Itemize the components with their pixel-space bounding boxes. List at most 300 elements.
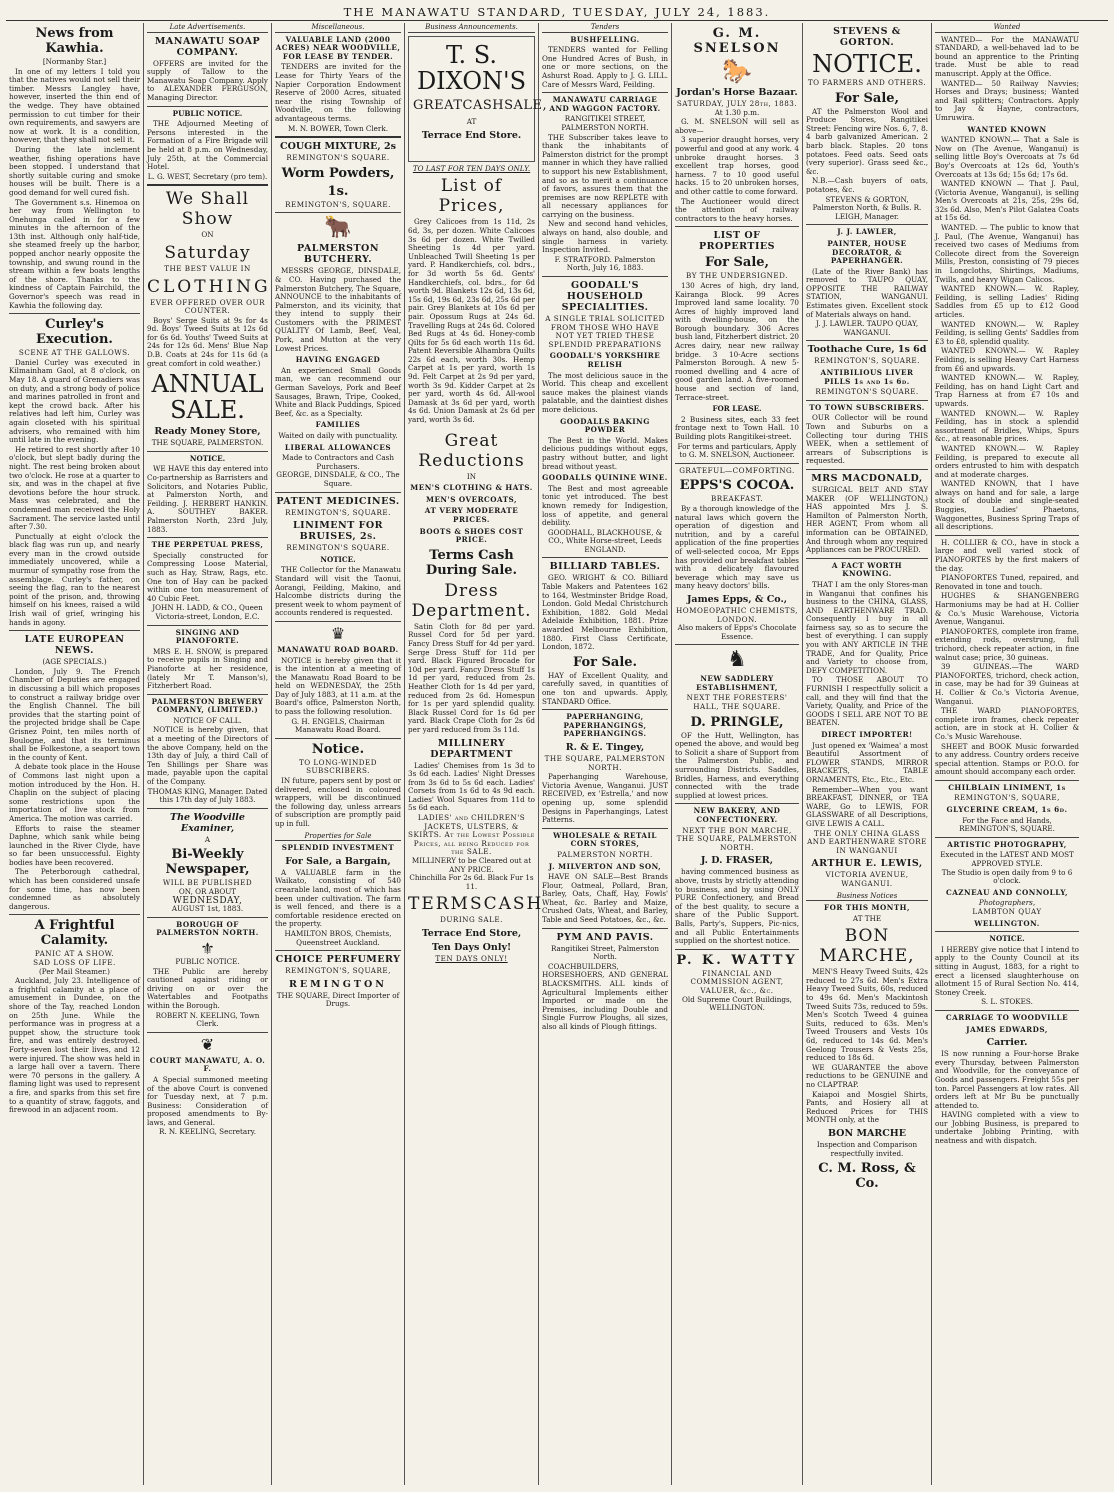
wanted-known-9: WANTED KNOWN.— W. Rapley Feilding, is prepared to execute all orders entrusted to him with despatch and at moderate charges. <box>935 443 1079 479</box>
guarantee-body: WE GUARANTEE the above reductions to be GENUINE and no CLAPTRAP. <box>806 1062 928 1089</box>
hay-for-sale-title: For Sale. <box>572 654 638 670</box>
divider <box>806 558 928 559</box>
liniment: LINIMENT FOR BRUISES, 2s. <box>293 520 383 543</box>
ten-days-only: Ten Days Only! <box>431 942 512 953</box>
dress-department: Dress Department. <box>411 580 532 621</box>
great-reductions: Great Reductions <box>418 430 525 471</box>
bull-icon: 🐂 <box>324 215 352 241</box>
horses-list: 3 superior draught horses, very powerful and good at any work. 4 unbroke draught horses. 3 excellent trap horses, good harness. 7 to 10 good useful hacks. 15 to 20 unbroken horses, and other cattle to come forward. <box>675 135 799 196</box>
carriage-factory-title: MANAWATU CARRIAGE AND WAGGON FACTORY. <box>549 95 661 113</box>
divider <box>675 803 799 804</box>
clothing-ad-line-2: ON <box>201 230 214 240</box>
bon-marche-2: BON MARCHE <box>827 1127 907 1139</box>
soap-company-body: OFFERS are invited for the supply of Tallow to the Manawatu Soap Company. Apply to ALEXANDER FERGUSON, Managing Director. <box>147 58 268 102</box>
lease-body: 2 Business sites, each 33 feet frontage next to Town Hall. 10 Building plots Rangitikei-street. <box>675 414 799 441</box>
stokes-signature: S. L. STOKES. <box>981 997 1033 1007</box>
notice-heading: NOTICE. <box>812 50 922 78</box>
stevens-signature: STEVENS & GORTON, Palmerston North, & Bulls. R. LEIGH, Manager. <box>812 194 922 221</box>
section-header: Wanted <box>935 23 1079 33</box>
cash-buyers: N.B.—Cash buyers of oats, potatoes, &c. <box>806 176 928 194</box>
woodville-examiner: The Woodville Examiner, <box>170 811 245 834</box>
divider <box>9 313 140 314</box>
column-1 <box>6 23 144 1485</box>
divider <box>275 950 401 951</box>
soap-company-title: MANAWATU SOAP COMPANY. <box>154 35 261 58</box>
publish-line-1: WILL BE PUBLISHED <box>162 878 253 888</box>
divider <box>9 914 140 915</box>
dress-list: Satin Cloth for 8d per yard. Russel Cord for 5d per yard. Fancy Dress Stuff for 4d per yard. Serge Dress Stuff for 11d per yard. Black Figured Brocade for 10d per yard. Fancy Dress Stuff 1s 1d per yard, reduced from 2s. Heather Cloth for 1s 4d per yard, reduced from 2s 6d. Homespun for 1s per yard splendid quality. Black Russel Cord for 1s 6d per yard. Black Crape Cloth for 2s 6d per yard reduced from 3s 11d. <box>408 621 535 734</box>
worm-powders: Worm Powders, <box>281 165 395 181</box>
price-list-heading: List of Prices, <box>438 176 505 217</box>
curley-para-2: He retired to rest shortly after 10 o'clock, but slept badly during the night. The rest being broken about two o'clock. He rose at a quarter to six, and was in the chapel at five devotions before the hour struck. Mass was celebrated, and the condemned man received the Holy Sacrament. The service lasted until after 7.30. <box>9 444 140 532</box>
pringle-body: OF the Hutt, Wellington, has opened the above, and would beg to Solicit a share of Support from the Palmerston Public, and surrounding Districts. Saddles, Bridles, Harness, and everything connected with the trade supplied at lowest prices. <box>675 730 799 800</box>
millinery-clearance: MILLINERY to be Cleared out at ANY PRICE. <box>411 856 532 874</box>
bargain-body: A VALUABLE farm in the Waikato, consisting of 540 crearable land, most of which has been under cultivation. The farm is well fenced, and there is a comfortable residence erected on the property. <box>275 867 401 929</box>
relish-title: GOODALL'S YORKSHIRE RELISH <box>549 351 661 369</box>
jobbing-printing: HAVING completed with a view to our Jobbing Business, is prepared to undertake Jobbing Printing, with neatness and with dispatch. <box>935 1110 1079 1146</box>
terms-cash: Terms Cash During Sale. <box>425 547 518 578</box>
masthead: THE MANAWATU STANDARD, TUESDAY, JULY 24, 1883. <box>6 4 1108 21</box>
divider <box>675 644 799 645</box>
moderate-prices: AT VERY MODERATE PRICES. <box>424 506 519 524</box>
column-8 <box>932 23 1082 1485</box>
cough-mixture: COUGH MIXTURE, 2s <box>280 141 396 153</box>
watty-address: Old Supreme Court Buildings, WELLINGTON. <box>682 994 792 1013</box>
divider <box>147 537 268 538</box>
pym-pavis-name: PYM AND PAVIS. <box>556 931 654 943</box>
divider <box>935 780 1079 781</box>
court-title: COURT MANAWATU, A. O. F. <box>149 1055 266 1074</box>
curley-para-1: Daniel Curley was executed in Kilmainham Gaol, at 8 o'clock, on May 18. A guard of Grenadiers was on duty, and a strong body of police and marines patrolled in front and kept the crowd back. After his relatives had left him, Curley was again closeted with his spiritual advisers, who remained with him until late in the evening. <box>9 357 140 445</box>
sheet-music: SHEET and BOOK Music forwarded to any address. Country orders receive special attention. Stamps or P.O.O. for amount should accompany each order. <box>935 741 1079 777</box>
clothing-ad-line-6: EVER OFFERED OVER OUR COUNTER. <box>150 297 265 316</box>
during-sale: DURING SALE. <box>440 915 503 925</box>
town-subscribers-title: TO TOWN SUBSCRIBERS. <box>809 402 925 412</box>
divider <box>806 340 928 341</box>
billiard-title: BILLIARD TABLES. <box>549 561 661 573</box>
properties-list-title: LIST OF PROPERTIES <box>698 230 776 253</box>
column-5 <box>539 23 672 1485</box>
at-word: AT <box>466 117 477 127</box>
baking-powder-title: GOODALLS BAKING POWDER <box>560 416 650 435</box>
tingey-address: THE SQUARE, PALMERSTON NORTH. <box>544 753 666 772</box>
sale-time: At 1.30 p.m. <box>714 107 760 117</box>
collector-notice-body: THE Collector for the Manawatu Standard will visit the Taonui, Aorangi, Feilding, Makino, and Halcombe districts during the present week to whom payment of accounts rendered is requested. <box>275 565 401 618</box>
divider <box>275 136 401 138</box>
watty-title: FINANCIAL AND COMMISSION AGENT, VALUER, &c., &c. <box>690 968 784 995</box>
fire-brigade-body: THE Adjourned Meeting of Persons interested in the Formation of a Fire Brigade will be held at 8 p.m. on Wednesday, July 25th, at the Commercial Hotel. <box>147 119 268 172</box>
pringle-name: D. PRINGLE, <box>690 714 784 730</box>
coat-of-arms-icon: ⚜ <box>200 938 215 958</box>
terrace-end-store: Terrace End Store. <box>421 129 522 141</box>
snelson-name: G. M. SNELSON <box>693 26 781 56</box>
lewis-name: ARTHUR E. LEWIS, <box>811 858 923 870</box>
divider <box>542 92 668 93</box>
calamity-para-1: Auckland, July 23. Intelligence of a frightful calamity at a place of amusement in Dundee, on the shore of the Tay, reached London on 25th June. While the performance was in progress at a puppet show, the structure took fire, and was entirely destroyed. Forty-seven lost their lives, and 12 were injured. The show was held in a large hall over a tavern. There were 70 persons in the gallery. A flaming light was used to represent a fire, and sparks from this set fire to a quantity of straw, faggots, and firewood in an adjacent room. <box>9 976 140 1115</box>
divider <box>147 1032 268 1033</box>
wanted-known-5: WANTED KNOWN.— W. Rapley Feilding, is selling Gents' Saddles from £3 to £8, splendid quality. <box>935 319 1079 346</box>
divider <box>147 808 268 809</box>
european-news-sub: (AGE SPECIALS.) <box>42 657 107 667</box>
stevens-gorton-name: STEVENS & GORTON. <box>833 26 901 48</box>
perpetual-press-title: THE PERPETUAL PRESS, <box>151 540 264 550</box>
singing-title: SINGING AND PIANOFORTE. <box>175 627 240 646</box>
butchery-signature: GEORGE, DINSDALE, & CO., The Square. <box>276 470 400 488</box>
chinchilla-line: Chinchilla For 2s 6d. Black Fur 1s 11. <box>409 873 534 891</box>
bon-marche-body: MEN'S Heavy Tweed Suits, 42s reduced to 27s 6d. Men's Extra Heavy Tweed Suits, 60s, reduced to 49s 6d. Men's Mackintosh Tweed Suits 73s, reduced to 59s. Men's Scotch Tweed 4 guinea Suits, reduced to 63s. Men's Tweed Trousers and Vests 10s 6d, reduced to 14s 6d. Men's Geelong Trousers & Vests 25s, reduced to 18s 6d. <box>806 967 928 1063</box>
ross-name: C. M. Ross, & Co. <box>818 1161 916 1192</box>
tingey-body: Paperhanging Warehouse, Victoria Avenue, Wanganui. JUST RECEIVED, ex 'Estrella,' and now opening up, some splendid Designs in Paperhangings, Latest Patterns. <box>542 772 668 825</box>
bon-marche-heading: BON MARCHE, <box>819 926 915 967</box>
divider <box>542 828 668 829</box>
divider <box>9 630 140 631</box>
clothing-ad-line-4: THE BEST VALUE IN <box>164 263 251 273</box>
jordan-bazaar: Jordan's Horse Bazaar. <box>676 87 798 98</box>
divider <box>542 276 668 277</box>
ready-money-store: Ready Money Store, <box>154 426 261 438</box>
clothing-ad-line-1: We Shall Show <box>165 189 250 230</box>
divider <box>675 949 799 950</box>
relish-body: The most delicious sauce in the World. This cheap and excellent sauce makes the plainest viands palatable, and the daintiest dishes more delicious. <box>542 370 668 414</box>
great-word: GREAT <box>413 97 463 113</box>
perpetual-press-body: Specially constructed for Compressing Loose Material, such as Hay, Straw, Rags, etc. One ton of Hay can be packed within one ton measurement of 40 Cubic Feet. <box>147 550 268 603</box>
borough-subtitle: PUBLIC NOTICE. <box>175 956 240 966</box>
lewis-address: VICTORIA AVENUE, WANGANUI. <box>825 870 909 888</box>
borough-title: BOROUGH OF PALMERSTON NORTH. <box>156 919 259 938</box>
at-the: AT THE <box>852 913 882 923</box>
for-sale-heading: For Sale, <box>834 90 900 106</box>
carriage-factory-body-2: New and second hand vehicles, always on hand, also double, and single harness in variety. Inspection Invited. <box>542 219 668 255</box>
corn-stores-address: PALMERSTON NORTH. <box>557 849 653 859</box>
divider <box>275 621 401 622</box>
artistic-photography: ARTISTIC PHOTOGRAPHY, <box>947 839 1067 849</box>
pym-pavis-address: Rangitikei Street, Palmerston North. <box>550 943 660 962</box>
epps-body: By a thorough knowledge of the natural laws which govern the operation of digestion and nutrition, and by a careful application of the fine properties of well-selected cocoa, Mr Epps has provided our breakfast tables with a delicately flavoured beverage which may save us many heavy doctors' bills. <box>675 503 799 591</box>
chocolate-essence: Also makers of Epps's Chocolate Essence. <box>677 623 797 641</box>
lease-heading: FOR LEASE. <box>712 404 762 414</box>
carriage-factory-signature: F. STRATFORD. Palmerston North, July 16, 1883. <box>554 254 656 273</box>
remember-body: Remember—When you want BREAKFAST, DINNER, or TEA WARE, Go to LEWIS, FOR GLASSWARE of all Descriptions, GIVE LEWIS A CALL. <box>806 784 928 828</box>
pym-pavis-body: COACHBUILDERS, HORSESHOERS, AND GENERAL BLACKSMITHS. ALL kinds of Agricultural Implements either Imported or made on the Premises, including Double and Single Furrow Ploughs, all sizes, also all kinds of Plough fittings. <box>542 961 668 1031</box>
divider <box>806 469 928 470</box>
cough-mixture-sub: REMINGTON'S SQUARE. <box>286 153 390 163</box>
kawhia-para-2: During the late inclement weather, fishing operations have been stopped. I understand that shortly suitable curing and smoke houses will be built. There is a good demand for well cured fish. <box>9 144 140 197</box>
european-para-2: A debate took place in the House of Commons last night upon a motion introduced by the Hon. H. Chaplin on the subject of placing some restrictions upon the importation of live stock from America. The motion was carried. <box>9 762 140 823</box>
column-7 <box>803 23 932 1485</box>
clothing-ad-line-5: CLOTHING <box>147 276 271 297</box>
thirty-nine-guineas: 39 GUINEAS.—The WARD PIANOFORTES, trichord, check action, in case, may be had for 39 Guineas at H. Collier & Co.'s Victoria Avenue, Wanganui. <box>935 662 1079 706</box>
court-body: A Special summoned meeting of the above Court is convened for Tuesday next, at 7 p.m. Business: Consideration of proposed amendments to By-laws, and General. <box>147 1074 268 1127</box>
glycerine-cream: GLYCERINE CREAM, 1s 6d. <box>946 805 1068 815</box>
engaged-heading: HAVING ENGAGED <box>295 355 381 365</box>
watty-name: P. K. WATTY <box>676 952 798 968</box>
hay-for-sale-body: HAY of Excellent Quality, and carefully saved, in quantities of one ton and upwards. Apply, STANDARD Office. <box>542 670 668 706</box>
lawler-name: J. J. LAWLER, <box>837 227 897 237</box>
remington-sub: THE SQUARE, Direct Importer of Drugs. <box>276 990 400 1009</box>
subscribers-notice-title: Notice. <box>311 741 365 757</box>
macdonald-name: MRS MACDONALD, <box>811 472 923 484</box>
quinine-title: GOODALLS QUININE WINE. <box>542 473 668 483</box>
terrace-end-store-2: Terrace End Store, <box>421 928 522 939</box>
chilblain-sub: REMINGTON'S, SQUARE, <box>954 793 1060 803</box>
worm-powders-sub: REMINGTON'S, SQUARE. <box>285 199 391 209</box>
road-board-signature: G. H. ENGELS, Chairman Manawatu Road Board. <box>291 716 385 735</box>
farmers-line: TO FARMERS AND OTHERS. <box>807 78 927 87</box>
price-list-body: Grey Calicoes from 1s 11d, 2s 6d, 3s, per dozen. White Calicoes 3s 6d per dozen. White Twilled Sheeting 1s 4d per yard. Unbleached Twill Sheeting 1s per yard. P. Handkerchiefs, col. bdrs., for 3d worth 5s 6d. Gents' Handkerchiefs, col. bdrs., for 6d worth 9d. Blankets 12s 6d, 13s 6d, 15s 6d, 19s 6d, 23s 6d, 25s 6d per pair. Grey Blankets at 10s 6d per pair. Opossum Rugs at 24s 6d. Travelling Rugs at 24s 6d. Colored Bed Rugs at 4s 6d. Honey-comb Qilts for 5s 6d each worth 11s 6d. Patent Reversible Alhambra Quilts 22s 6d each, worth 30s. Hemp Carpet at 1s per yard, worth 1s 9d. Felt Carpet at 2s 9d per yard, worth 3s 9d. Kidder Carpet at 2s per yard, worth 4s 6d. All-wool Damask at 3s 6d per yard, worth 4s 6d. Union Damask at 2s 6d per yard, worth 3s 6d. <box>408 217 535 425</box>
land-lease-body: TENDERS are invited for the Lease for Thirty Years of the Napier Corporation Endowment Reserve of 2000 Acres, situated near the rising Township of Woodville, on the following advantageous terms. <box>275 62 401 123</box>
column-2 <box>144 23 272 1485</box>
kaiapoi-body: Kaiapoi and Mosgiel Shirts, Pants, and Hosiery all at Reduced Prices for THIS MONTH only, at the <box>806 1089 928 1125</box>
divider <box>935 837 1079 838</box>
wanted-known-heading: WANTED KNOWN <box>967 124 1047 134</box>
royal-arms-icon: ♛ <box>330 623 346 643</box>
properties-by: BY THE UNDERSIGNED. <box>686 271 788 281</box>
carriage-woodville: CARRIAGE TO WOODVILLE <box>945 1012 1069 1022</box>
town-subscribers-body: OUR Collector will be round Town and Suburbs on a Collecting tour during THIS WEEK, when a settlement of arrears of Subscriptions is requested. <box>806 413 928 466</box>
inspection-line: Inspection and Comparison respectfully invited. <box>816 1139 918 1158</box>
divider <box>542 557 668 558</box>
mens-overcoats: MEN'S OVERCOATS, <box>425 494 517 504</box>
ward-pianofortes: THE WARD PIANOFORTES, complete iron frames, check repeater action, are in stock at H. Collier & Co.'s Music Warehouse. <box>935 706 1079 741</box>
perfumery-sub: REMINGTON'S, SQUARE, <box>285 966 391 976</box>
partnership-notice-body: WE HAVE this day entered into Co-partnership as Barristers and Solicitors, and Notaries Public, at Palmerston North, and Feilding. J. HERBERT HANKIN. A. SOUTHEY BAKER. Palmerston North, 23rd July, 1883. <box>147 464 268 534</box>
publish-line-2: ON, OR ABOUT <box>178 887 237 896</box>
divider <box>147 917 268 918</box>
wanted-known-6: WANTED KNOWN.— W. Rapley Feilding, is selling Heavy Cart Harness from £6 and upwards. <box>935 346 1079 373</box>
carrier-body: IS now running a Four-horse Brake every Thursday, between Palmerston and Woodville, for the conveyance of Goods and passengers. Freight 55s per ton. Parcel Passengers at low rates. All orders left at Mr Bu be punctually attended to. <box>935 1049 1079 1110</box>
goodall-signature: GOODHALL, BLACKHOUSE, & CO., White Horse-street, Leeds ENGLAND. <box>547 527 663 554</box>
allowances-body: Made to Contractors and Cash Purchasers. <box>282 453 394 471</box>
chilblain-liniment: CHILBLAIN LINIMENT, 1s <box>948 782 1066 792</box>
patent-medicines-sub: REMINGTON'S, SQUARE. <box>285 507 391 517</box>
kawhia-headline: News from Kawhia. <box>35 26 114 56</box>
biweekly-newspaper: Bi-Weekly Newspaper, <box>165 847 250 878</box>
brewery-body: NOTICE is hereby given, that at a meeting of the Directors of the above Company, held on the 13th day of July, a third Call of Ten Shillings per Share was made, payable upon the capital of the Company. <box>147 725 268 787</box>
saddle-icon: ♞ <box>727 647 747 673</box>
saddlery-address: NEXT THE FORESTERS' HALL, THE SQUARE. <box>686 693 788 712</box>
toothache-cure: Toothache Cure, 1s 6d <box>807 344 927 356</box>
european-para-3: Efforts to raise the steamer Daphne, which sank while being launched in the River Clyde, have so far been unsuccessful. Eighty bodies have been recovered. <box>9 823 140 867</box>
dixon-advert <box>408 36 548 162</box>
fire-brigade-signature: L. G. WEST, Secretary (pro tem). <box>147 171 268 181</box>
patent-medicines: PATENT MEDICINES. <box>276 495 400 507</box>
fact-title: A FACT WORTH KNOWING. <box>831 560 903 579</box>
glycerine-sub: For the Face and Hands, REMINGTON'S, SQUARE. <box>959 815 1055 834</box>
examiner-a: A <box>204 834 211 844</box>
photographers-label: Photographers, <box>978 898 1036 908</box>
tingey-name: R. & E. Tingey, <box>565 741 645 753</box>
bushfelling-body: TENDERS wanted for Felling One Hundred Acres of Bush, in one or more sections, on the Ashurst Road. Apply to J. G. LILL. Care of Messrs Ward, Feilding. <box>542 45 668 89</box>
divider <box>675 226 799 227</box>
ready-money-address: THE SQUARE, PALMERSTON. <box>151 438 264 448</box>
saddlery-title: NEW SADDLERY ESTABLISHMENT, <box>696 674 778 692</box>
divider <box>275 492 401 493</box>
sale-date: SATURDAY, JULY 28th, 1883. <box>676 99 798 108</box>
calamity-subhead-2: SAD LOSS OF LIFE. <box>33 958 116 968</box>
kawhia-source: [Normanby Star.] <box>42 57 107 66</box>
james-epps: James Epps, & Co., <box>686 593 788 605</box>
fraser-name: J. D. FRASER, <box>700 855 774 867</box>
breakfast-label: BREAKFAST. <box>711 494 763 504</box>
divider <box>935 535 1079 536</box>
artistic-sub: Executed in the LATEST AND MOST APPROVED STYLE. <box>940 850 1074 869</box>
divider <box>542 709 668 710</box>
borough-body: THE Public are hereby cautioned against riding or driving on or over the Watertables and Footpaths within the Borough. <box>147 966 268 1010</box>
butchery-body: MESSRS GEORGE, DINSDALE, & CO. Having purchased the Palmerston Butchery, The Square, ANNOUNCE to the inhabitants of Palmerston, and its vicinity, that they intend to supply their Customers with the PRIMEST QUALITY Of Lamb, Beef, Veal, Pork, and Mutton at the very Lowest Prices. <box>275 266 401 353</box>
snelson-intro: G. M. SNELSON will sell as above— <box>675 117 799 135</box>
clothing-ad-items: Boys' Serge Suits at 9s for 4s 9d. Boys' Tweed Suits at 12s 6d for 6s 6d. Youths' Tweed Suits at 24s for 12s 6d. Mens' Blue Nap D.B. Coats at 24s for 11s 6d (a great comfort in cold weather.) <box>147 315 268 368</box>
paperhanging-title: PAPERHANGING, PAPERHANGINGS, PAPERHANGINGS. <box>563 712 647 739</box>
cash-word: CASH <box>462 97 505 113</box>
section-header: Tenders <box>542 23 668 33</box>
bargain-heading: For Sale, a Bargain, <box>285 855 391 867</box>
remington: REMINGTON <box>289 978 387 990</box>
calamity-headline: A Frightful Calamity. <box>34 918 115 949</box>
auctioneer-note: The Auctioneer would direct the attention of railway contractors to the heavy horses. <box>675 196 799 223</box>
perpetual-press-signature: JOHN H. LADD, & CO., Queen Victoria-street, London, E.C. <box>152 603 263 621</box>
liniment-sub: REMINGTON'S SQUARE. <box>286 543 390 553</box>
studio-hours: The Studio is open daily from 9 to 6 o'clock. <box>941 867 1073 886</box>
divider <box>935 1010 1079 1011</box>
divider <box>935 931 1079 932</box>
families-heading: FAMILIES <box>315 420 361 430</box>
bakery-address: NEXT THE BON MARCHE, THE SQUARE, PALMERSTON NORTH. <box>676 825 798 852</box>
partnership-notice-title: NOTICE. <box>189 453 226 463</box>
columns <box>6 23 1108 1485</box>
divider <box>147 106 268 107</box>
grateful-comforting: GRATEFUL—COMFORTING. <box>679 465 795 475</box>
publish-line-3: WEDNESDAY, <box>172 895 243 906</box>
horse-icon: 🐎 <box>722 57 752 85</box>
divider <box>806 224 928 225</box>
goodall-title: GOODALL'S HOUSEHOLD SPECIALITIES. <box>561 280 649 314</box>
road-board-body: NOTICE is hereby given that it is the intention at a meeting of the Manawatu Road Board to be held on WEDNESDAY, the 25th Day of July 1883, at 11 a.m. at the Board's office, Palmerston North, to pass the following resolution. <box>275 655 401 717</box>
singing-body: MRS E. H. SNOW, is prepared to receive pupils in Singing and Pianoforte at her residence, (lately Mr T. Manson's), Fitzherbert Road. <box>147 646 268 691</box>
business-notices-header: Business Notices <box>806 892 928 902</box>
clothing-ad-line-3: Saturday <box>164 242 251 263</box>
foresters-emblem-icon: ❦ <box>200 1034 215 1054</box>
kawhia-para-1: In one of my letters I told you that the natives would not sell their timber. Messrs Langley have, however, inserted the thin end of the wedge. They have obtained permission to cut timber for their own requirements, and sawyers are now at work. It is a condition, however, that they shall not sell it. <box>9 66 140 145</box>
collector-notice-title: NOTICE. <box>320 554 356 564</box>
land-lease-title: VALUABLE LAND (2000 ACRES) NEAR WOODVILLE, FOR LEASE BY TENDER. <box>275 34 401 61</box>
properties-header: Properties for Sale <box>275 832 401 842</box>
divider <box>275 738 401 739</box>
families-body: Waited on daily with punctuality. <box>278 431 398 440</box>
wanted-known-4: WANTED KNOWN.— W. Rapley, Feilding, is selling Ladies' Riding Saddles from £5 up to £12 Good articles. <box>935 284 1079 319</box>
subscribers-notice-sub: TO LONG-WINDED SUBSCRIBERS. <box>298 757 378 776</box>
terms-cash-banner: TERMSCASH <box>408 894 544 915</box>
millinery-department: MILLINERY DEPARTMENT <box>430 737 513 760</box>
toothache-sub: REMINGTON'S, SQUARE. <box>814 356 920 366</box>
divider <box>275 212 401 213</box>
painter-title: PAINTER, HOUSE DECORATOR, & PAPERHANGER. <box>827 238 907 266</box>
baking-powder-body: The Best in the World. Makes delicious puddings without eggs, pastry without butter, and light bread without yeast. <box>542 435 668 471</box>
collier-pianos: H. COLLIER & CO., have in stock a large and well varied stock of PIANOFORTES by the first makers of the day. <box>935 537 1079 573</box>
court-signature: R. N. KEELING, Secretary. <box>158 1127 257 1137</box>
divider <box>806 400 928 401</box>
butchery-title: PALMERSTON BUTCHERY. <box>296 243 380 266</box>
divider <box>147 451 268 452</box>
bushfelling-title: BUSHFELLING. <box>570 34 640 44</box>
ten-days-only-2: TEN DAYS ONLY! <box>435 954 508 963</box>
divider <box>147 694 268 695</box>
billiard-body: GEO. WRIGHT & CO. Billiard Table Makers and Patentees 162 to 164, Westminster Bridge Road, London. Gold Medal Christchurch Exhibition, 1882. Gold Medal Adelaide Exhibition, 1881. Prize awarded Melbourne Exhibition, 1880. First Class Certificate, London, 1872. <box>542 573 668 652</box>
allowances-heading: LIBERAL ALLOWANCES <box>284 442 392 452</box>
column-4 <box>405 23 548 1485</box>
european-news-headline: LATE EUROPEAN NEWS. <box>24 634 125 657</box>
sale-word: SALE, <box>504 97 548 113</box>
wanted-known-3: WANTED. — The public to know that J. Paul, (The Avenue, Wanganui) has received two cases of Mediums from Collecote direct from the Sovereign Mills, Preston, consisting of 79 pieces in Longcloths, Shirtings, Madiums, Twills, and heavy Wigan Calicos. <box>935 223 1079 284</box>
goodall-subtitle: A SINGLE TRIAL SOLICITED FROM THOSE WHO HAVE NOT YET TRIED THESE SPLENDID PREPARATIONS <box>545 314 665 349</box>
curley-headline: Curley's Execution. <box>36 317 113 348</box>
epps-cocoa: EPPS'S COCOA. <box>679 478 795 494</box>
european-para-1: London, July 9. The French Chamber of Deputies are engaged in discussing a bill which proposes to construct a railway bridge over the English Channel. The bill provides that the starting point of the projected bridge shall be Cape Grisnez Point, ten miles north of Boulogne, and that its terminus shall be Folkestone, a seaport town in the county of Kent. <box>9 666 140 762</box>
wanted-known-8: WANTED KNOWN.— W. Rapley Feilding, has in stock a splendid assortment of Bridles, Whips, Spurs &c., at reasonable prices. <box>935 408 1079 444</box>
china-store: THE ONLY CHINA GLASS AND EARTHENWARE STORE IN WANGANUI <box>807 828 927 855</box>
pianofortes: PIANOFORTES, complete iron frame, extending rods, overstrung, full trichord, check repeater action, in fine walnut case; price, 30 guineas. <box>935 626 1079 662</box>
publish-line-4: AUGUST 1st, 1883. <box>171 904 244 914</box>
furnish-body: TO THOSE ABOUT TO FURNISH I respectfully solicit a call, and they will find that the Variety, Quality, and Price of the GOODS I SELL ARE NOT TO BE BEATEN. <box>806 675 928 728</box>
mens-clothing: MEN'S CLOTHING & HATS. <box>410 483 533 493</box>
macdonald-body: SURGICAL BELT AND STAY MAKER (OF WELLINGTON,) HAS appointed Mrs J. S. Hamilton of Palmerston North, HER AGENT, From whom all information can be OBTAINED, And through whom any required Appliances can be PROCURED. <box>806 484 928 555</box>
properties-terms: For terms and particulars, Apply to G. M. SNELSON, Auctioneer. <box>677 441 797 460</box>
borough-signature: ROBERT N. KEELING, Town Clerk. <box>155 1010 260 1029</box>
wellington-label: WELLINGTON. <box>974 918 1040 928</box>
liver-pills-sub: REMINGTON'S SQUARE. <box>815 387 919 397</box>
this-month: FOR THIS MONTH, <box>824 903 910 913</box>
european-para-4: The Peterborough cathedral, which has been considered unsafe for some time, has now been condemned as absolutely dangerous. <box>9 867 140 911</box>
wanted-apprentice: WANTED— For the MANAWATU STANDARD, a well-behaved lad to be bound an apprentice to the Printing trade. Must be able to read manuscript. Apply at the Office. <box>935 34 1079 78</box>
section-header: Business Announcements. <box>408 23 535 33</box>
milverton-name: J. MILVERTON AND SON, <box>548 861 662 871</box>
section-header: Miscellaneous. <box>275 23 401 33</box>
subscribers-notice-body: IN future, papers sent by post or delivered, enclosed in coloured wrappers, will be discontinued the following day, unless arrears of subscription are promptly paid up in full. <box>275 776 401 828</box>
liver-pills: ANTIBILIOUS LIVER PILLS 1s and 1s 6d. <box>820 368 914 386</box>
lawler-signature: J. J. LAWLER. TAUPO QUAY, WANGANUI. <box>815 319 919 337</box>
painter-body: (Late of the River Bank) has removed to TAUPO QUAY, OPPOSITE THE RAILWAY STATION, WANGANUI. Estimates given. Excellent stock of Materials always on hand. <box>806 266 928 319</box>
calamity-source: (Per Mail Steamer.) <box>39 966 110 976</box>
slaughterhouse-notice-body: I HEREBY give notice that I intend to apply to the County Council at its sitting in August, 1883, for a right to erect a licensed slaughterhouse on allotment 15 of Rural Section No. 414, Stoney Creek. <box>935 944 1079 997</box>
ten-days-notice: TO LAST FOR TEN DAYS ONLY. <box>412 163 531 173</box>
carrier-label: Carrier. <box>986 1037 1028 1049</box>
millinery-list: Ladies' Chemises from 1s 3d to 3s 6d each. Ladies' Night Dresses from 3s 6d to 5s 6d each. Ladies' Corsets from 1s 6d to 4s 9d each. Ladies' Wool Squares from 11d to 5s 6d each. <box>408 760 535 813</box>
section-header: Late Advertisements. <box>147 23 268 33</box>
quinine-body: The Best and most agreeable tonic yet introduced. The best known remedy for Indigestion, loss of appetite, and general debility. <box>542 483 668 528</box>
calamity-subhead: PANIC AT A SHOW. <box>34 949 115 959</box>
fire-brigade-title: PUBLIC NOTICE. <box>172 108 243 118</box>
divider <box>675 463 799 464</box>
milverton-body: HAVE ON SALE—Best Brands Flour, Oatmeal, Pollard, Bran, Barley, Oats, Chaff, Hay, Fowls' Wheat, &c. Barley and Maize, Crushed Oats, Wheat, and Barley, Table and Seed Potatoes, &c., &c. <box>542 872 668 925</box>
ladies-jackets: LADIES' and CHILDREN'S JACKETS, ULSTERS, & SKIRTS. At the Lowest Possible Prices, all being Reduced for the SALE. <box>408 813 535 857</box>
lambton-quay: LAMBTON QUAY <box>972 907 1042 916</box>
fact-body: THAT I am the only Stores-man in Wanganui that confines his business to the CHINA, GLASS, AND EARTHENWARE TRAD. Consequently I buy in all fairness say, so as to secure the best of everything. I can supply you with ANY ARTICLE IN THE TRADE, And for Quality, Price and Variety to choose from, DEFY COMPETITION. <box>806 579 928 675</box>
fraser-body: having commenced business as above, trusts by strictly attending to business, and by using ONLY PURE Confectionery, and Bread of the best quality, to secure a share of the Public Support. Balls, Party's, Suppers, Pic-nics, and all Public Entertainments supplied on the shortest notice. <box>675 867 799 946</box>
wanted-known-10: WANTED KNOWN, that I have always on hand and for sale, a large stock of double and single-seated Buggies, Ladies' Phaetons, Waggonettes, Business Spring Traps of all descriptions. <box>935 479 1079 532</box>
wanted-navvies: WANTED— 50 Railway Navvies; Horses and Drays; business; Wanted and Rail splitters; Contractors. Apply to Jay & Hayne, contractors, Umruwira. <box>935 78 1079 122</box>
edwards-name: JAMES EDWARDS, <box>966 1024 1048 1034</box>
column-3 <box>272 23 405 1485</box>
bakery-title: NEW BAKERY, AND CONFECTIONERY. <box>693 806 781 824</box>
perfumery: CHOICE PERFUMERY <box>275 954 401 966</box>
great-cash-sale-row <box>413 97 548 113</box>
properties-for-sale: For Sale, <box>704 255 770 271</box>
engaged-body: An experienced Small Goods man, we can recommend our German Saveloys, Pork and Beef Sausages, Brawn, Tripe, Cooked, White and Black Puddings, Spiced Beef, &c. as a Specialty. <box>275 365 401 418</box>
curley-para-3: Punctually at eight o'clock the black flag was run up, and nearly every man in the crowd outside immediately uncovered, while a murmur of sympathy rose from the assemblage. Curley's father, on seeing the flag, ran to the nearest point of the prison, and, throwing himself on his knees, raised a wild Irish wail of grief, wringing his hands in agony. <box>9 531 140 627</box>
harmoniums: HUGHES & SHANGENBERG Harmoniums may be had at H. Collier & Co.'s Music Warehouse, Victoria Avenue, Wanganui. <box>935 591 1079 627</box>
curley-subhead: SCENE AT THE GALLOWS. <box>18 348 131 358</box>
importer-body: Just opened ex 'Waimea' a most Beautiful Assortment of FLOWER STANDS, MIRROR BRACKETS, TABLE ORNAMENTS, Etc., Etc., Etc. <box>806 740 928 784</box>
brewery-title: PALMERSTON BREWERY COMPANY, (LIMITED.) <box>151 696 264 715</box>
